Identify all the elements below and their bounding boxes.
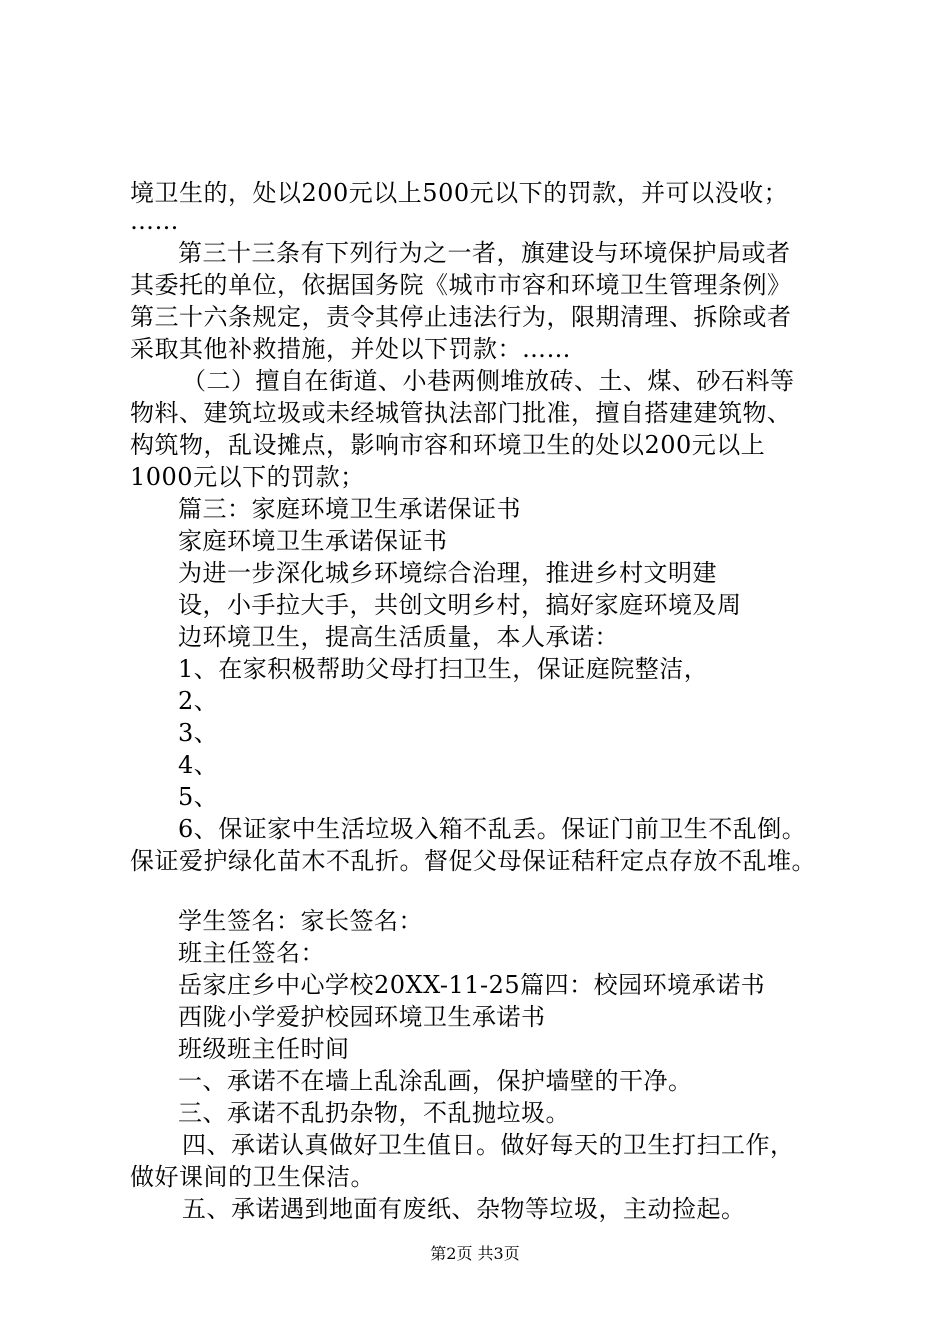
text-line: （二）擅自在街道、小巷两侧堆放砖、土、煤、砂石料等 [182,367,795,395]
list-item: 3、 [178,719,219,747]
signature-line: 班主任签名： [178,939,325,967]
text-line: 构筑物，乱设摊点，影响市容和环境卫生的处以200元以上 [130,431,766,459]
page-footer: 第2页 共3页 [430,1244,520,1263]
list-item: 6、保证家中生活垃圾入箱不乱丢。保证门前卫生不乱倒。 [178,815,807,843]
section-heading: 篇三：家庭环境卫生承诺保证书 [178,495,521,523]
text-line: 物料、建筑垃圾或未经城管执法部门批准，擅自搭建建筑物、 [130,399,792,427]
document-title: 家庭环境卫生承诺保证书 [178,527,448,555]
signature-line: 学生签名：家长签名： [178,907,423,935]
text-line: 为进一步深化城乡环境综合治理，推进乡村文明建 [178,559,717,587]
list-item: 2、 [178,687,219,715]
list-item: 4、 [178,751,219,779]
text-line: 其委托的单位，依据国务院《城市市容和环境卫生管理条例》 [130,271,792,299]
text-line: 第三十三条有下列行为之一者，旗建设与环境保护局或者 [178,239,791,267]
text-line: 设，小手拉大手，共创文明乡村，搞好家庭环境及周 [178,591,742,619]
list-item: 1、在家积极帮助父母打扫卫生，保证庭院整洁， [178,655,709,683]
text-line: 采取其他补救措施，并处以下罚款：…… [130,335,571,363]
text-line: 岳家庄乡中心学校20XX-11-25篇四：校园环境承诺书 [178,971,766,999]
list-item: 一、承诺不在墙上乱涂乱画，保护墙壁的干净。 [178,1067,693,1095]
text-line: 境卫生的，处以200元以上500元以下的罚款，并可以没收； [130,179,789,207]
text-line: 班级班主任时间 [178,1035,350,1063]
list-item: 四、承诺认真做好卫生值日。做好每天的卫生打扫工作， [182,1131,795,1159]
text-line: 1000元以下的罚款； [130,463,365,491]
text-line: 做好课间的卫生保洁。 [130,1163,375,1191]
list-item: 三、承诺不乱扔杂物，不乱抛垃圾。 [178,1099,570,1127]
list-item: 5、 [178,783,219,811]
document-title: 西陇小学爱护校园环境卫生承诺书 [178,1003,546,1031]
text-line: 边环境卫生，提高生活质量，本人承诺： [178,623,619,651]
text-line: 第三十六条规定，责令其停止违法行为，限期清理、拆除或者 [130,303,792,331]
text-line: …… [130,207,179,235]
list-item: 五、承诺遇到地面有废纸、杂物等垃圾，主动捡起。 [182,1195,746,1223]
text-line: 保证爱护绿化苗木不乱折。督促父母保证秸秆定点存放不乱堆。 [130,847,816,875]
